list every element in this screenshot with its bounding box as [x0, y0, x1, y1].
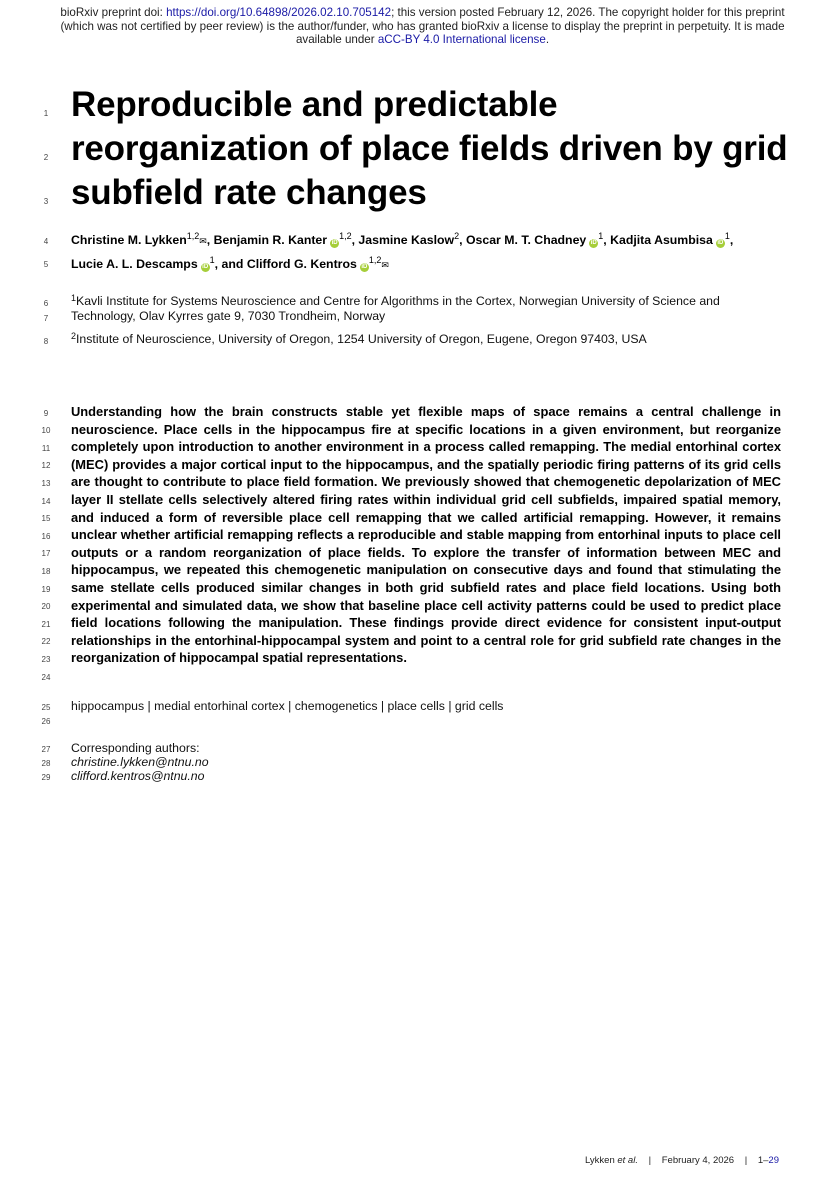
author-affiliation-sup: 2 [454, 231, 460, 241]
line-number: 8 [43, 337, 49, 346]
line-number: 2 [43, 153, 49, 162]
author-affiliation-sup: 1,2 [339, 231, 352, 241]
page-footer: Lykken et al. | February 4, 2026 | 1–29 [584, 1155, 779, 1166]
line-number: 5 [43, 260, 49, 269]
author-name: Kadjita Asumbisa [610, 233, 713, 247]
orcid-icon[interactable]: iD [331, 240, 338, 246]
author-name: Jasmine Kaslow [358, 233, 455, 247]
line-number: 24 [41, 673, 51, 682]
line-number: 22 [41, 637, 51, 646]
author-name: Benjamin R. Kanter [213, 233, 328, 247]
line-number: 25 [41, 703, 51, 712]
corresponding-authors [71, 741, 471, 783]
line-number: 19 [41, 585, 51, 594]
author-name: Lucie A. L. Descamps [71, 257, 198, 271]
orcid-icon[interactable]: iD [202, 264, 209, 270]
affiliation-number: 1 [71, 293, 77, 303]
line-number: 4 [43, 237, 49, 246]
author-conjunction: and [221, 257, 244, 271]
envelope-icon[interactable]: ✉ [381, 260, 389, 270]
license-link[interactable]: aCC-BY 4.0 International license [377, 33, 546, 46]
abstract: Understanding how the brain constructs stable yet flexible maps of space remains a central challenge in neuroscience. Place cells in the hippocampus fire at specific locations in a given environment, but reorganize completely upon introduction to another environment in a process called remapping. The medial entorhinal cortex (MEC) provides a major cortical input to the hippocampus, and the spatially periodic firing patterns of its grid cells are thought to contribute to place field formation. We previously showed that chemogenetic depolarization of MEC layer II stellate cells selectively altered firing rates within individual grid cell subfields, impaired spatial memory, and induced a form of reversible place cell remapping that we called artificial remapping. However, it remains unclear whether artificial remapping reflects a reproducible and stable mapping from entorhinal inputs to place cell outputs or a random reorganization of place fields. To explore the transfer of information between MEC and hippocampus, we repeated this chemogenetic manipulation on consecutive days and found that stimulating the same stellate cells produced similar changes in both grid subfield rates and place field locations. Using both experimental and simulated data, we show that baseline place cell activity patterns could be used to predict place field locations following the manipulation. These findings provide direct evidence for consistent input-output relationships in the entorhinal-hippocampal system and point to a central role for grid subfield rate changes in the reorganization of hippocampal spatial representations. [71, 404, 781, 666]
author-affiliation-sup: 1,2 [368, 255, 382, 265]
footer-date: February 4, 2026 [661, 1155, 735, 1166]
line-number: 16 [41, 532, 51, 541]
affiliation-text: Kavli Institute for Systems Neuroscience and Centre for Algorithms in the Cortex, Norwegian University of Science and Technology, Olav Kyrres gate 9, 7030 Trondheim, Norway [71, 294, 720, 323]
line-number: 26 [41, 717, 51, 726]
affiliation-number: 2 [71, 331, 77, 341]
line-number: 10 [41, 426, 51, 435]
line-number: 29 [41, 773, 51, 782]
author-name: Clifford G. Kentros [246, 257, 357, 271]
author-affiliation-sup: 1,2 [186, 231, 200, 241]
line-number: 12 [41, 461, 51, 470]
orcid-icon[interactable]: iD [590, 240, 597, 246]
author-affiliation-sup: 1 [598, 231, 604, 241]
corresponding-email[interactable]: clifford.kentros@ntnu.no [71, 769, 205, 783]
banner-middle: ; this version posted February 12, 2026. The copyright holder for this preprint (which was not certified by peer review) is the author/funder, who has granted bioRxiv a license to display the preprint in perpetuity. It is made available under [60, 6, 785, 46]
banner-suffix: . [545, 33, 550, 46]
banner-prefix: bioRxiv preprint doi: [60, 6, 167, 19]
author-list: Christine M. Lykken$^{1,2}$✉, Benjamin R. Kanter iD$^{1,2}$, Jasmine Kaslow$^2$, Oscar M. T. Chadney $iD^1$, Kadjita Asumbisa $iD^1$, Lucie A. L. Descamps $iD^1$, and Clifford G. Kentros iD$^{1,2}$✉ [71, 231, 734, 271]
paper-title: Reproducible and predictable reorganization of place fields driven by grid subfield rate changes [71, 85, 788, 212]
footer-author: Lykken [584, 1155, 615, 1166]
keywords: hippocampus | medial entorhinal cortex | chemogenetics | place cells | grid cells [71, 699, 504, 713]
line-number: 1 [43, 109, 49, 118]
author-name: Oscar M. T. Chadney [465, 233, 587, 247]
author-affiliation-sup: 1 [724, 231, 730, 241]
line-number: 6 [43, 299, 49, 308]
footer-pages-link[interactable]: 29 [768, 1155, 779, 1166]
line-number: 21 [41, 620, 51, 629]
line-number: 14 [41, 497, 51, 506]
line-number: 18 [41, 567, 51, 576]
line-number: 17 [41, 549, 51, 558]
line-number: 3 [43, 197, 49, 206]
author-name: Christine M. Lykken [71, 233, 187, 247]
line-number: 7 [43, 314, 49, 323]
envelope-icon[interactable]: ✉ [199, 236, 207, 246]
line-number: 20 [41, 602, 51, 611]
line-number: 13 [41, 479, 51, 488]
corresponding-email[interactable]: christine.lykken@ntnu.no [71, 755, 209, 769]
orcid-icon[interactable]: iD [717, 240, 724, 246]
footer-etal: et al. [617, 1155, 638, 1166]
affiliation-text: Institute of Neuroscience, University of Oregon, 1254 University of Oregon, Eugene, Oregon 97403, USA [76, 332, 647, 346]
author-affiliation-sup: 1 [209, 255, 215, 265]
footer-pages: 1– [757, 1155, 769, 1166]
affiliation [71, 332, 781, 347]
line-number: 15 [41, 514, 51, 523]
doi-link[interactable]: https://doi.org/10.64898/2026.02.10.705142 [166, 6, 392, 19]
line-number: 28 [41, 759, 51, 768]
line-number: 27 [41, 745, 51, 754]
orcid-icon[interactable]: iD [361, 264, 368, 270]
line-number: 9 [43, 409, 49, 418]
affiliation [71, 294, 781, 324]
line-number: 23 [41, 655, 51, 664]
line-number: 11 [41, 444, 51, 453]
corresponding-label: Corresponding authors: [71, 741, 200, 755]
preprint-banner [60, 6, 785, 47]
